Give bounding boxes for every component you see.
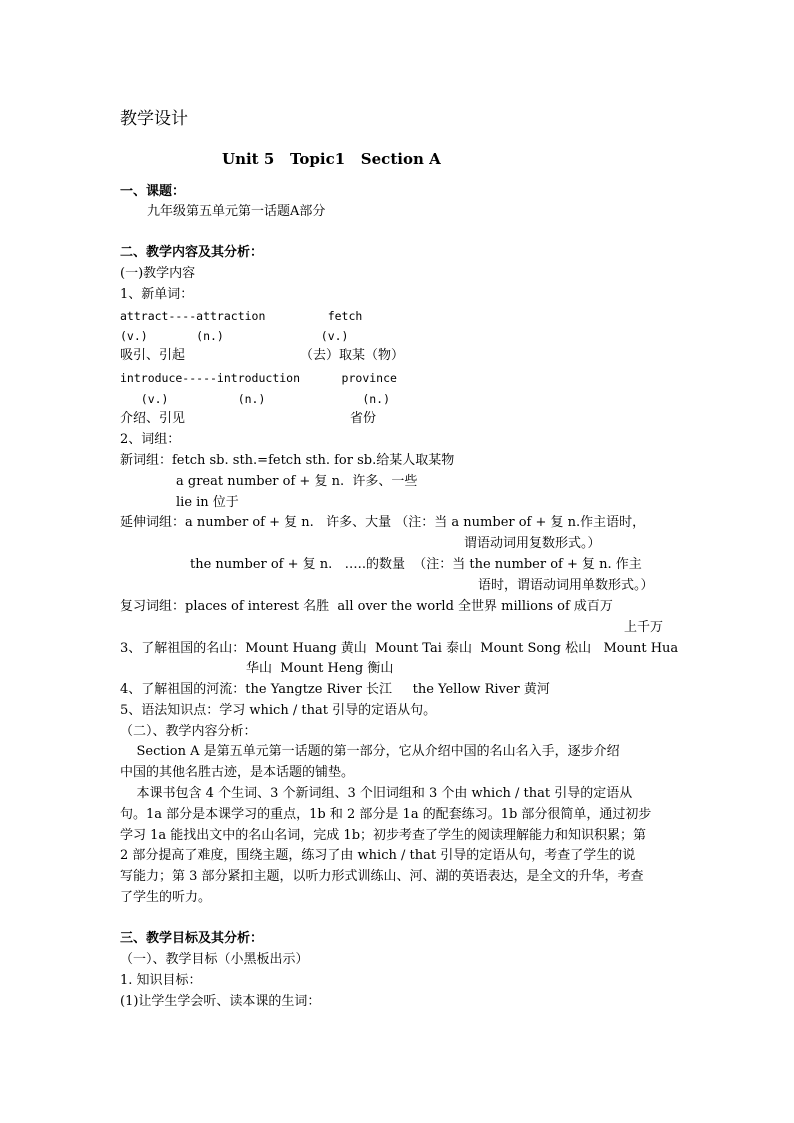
vocab-line-1: attract----attraction fetch	[120, 309, 363, 323]
review-phrase-1b: 上千万	[624, 620, 664, 635]
section-2-sub2: （二）、教学内容分析：	[120, 724, 257, 739]
vocab-heading: 1、新单词：	[120, 287, 194, 302]
goal-1-1: (1)让学生学会听、读本课的生词：	[120, 994, 321, 1009]
para2-line-3: 学习 1a 能找出文中的名山名词，完成 1b；初步考查了学生的阅读理解能力和知识积累；第	[120, 828, 647, 843]
vocab-pos-1: (v.) (n.) (v.)	[120, 329, 349, 343]
ext-phrase-2b: 语时，谓语动词用单数形式。）	[478, 578, 654, 593]
vocab-cn-2a: 介绍、引见	[120, 411, 186, 426]
section-3-sub1: （一）、教学目标（小黑板出示）	[120, 952, 309, 967]
para2-line-1: 本课书包含 4 个生词、3 个新词组、3 个旧词组和 3 个由 which / that 引导的定语从	[120, 786, 633, 801]
mountains-line-2: 华山 Mount Heng 衡山	[246, 661, 394, 676]
para1-line-1: Section A 是第五单元第一话题的第一部分，它从介绍中国的名山名入手，逐步介绍	[120, 744, 620, 759]
mountains-line-1: 3、了解祖国的名山：Mount Huang 黄山 Mount Tai 泰山 Mount Song 松山 Mount Hua	[120, 641, 679, 656]
vocab-cn-2b: 省份	[350, 411, 377, 426]
new-phrase-1: 新词组：fetch sb. sth.=fetch sth. for sb.给某人取某物	[120, 453, 455, 468]
grammar-line: 5、语法知识点：学习 which / that 引导的定语从句。	[120, 703, 437, 718]
phrase-heading: 2、词组：	[120, 432, 181, 447]
ext-phrase-2: the number of + 复 n. …..的数量 （注：当 the number of + 复 n. 作主	[190, 557, 642, 572]
section-2-heading: 二、教学内容及其分析：	[120, 245, 264, 260]
para1-line-2: 中国的其他名胜古迹，是本话题的铺垫。	[120, 765, 355, 780]
review-phrase-1: 复习词组：places of interest 名胜 all over the world 全世界 millions of 成百万	[120, 599, 613, 614]
vocab-cn-1a: 吸引、引起	[120, 348, 186, 363]
new-phrase-2: a great number of + 复 n. 许多、一些	[176, 474, 418, 489]
para2-line-4: 2 部分提高了难度，围绕主题，练习了由 which / that 引导的定语从句，考查了学生的说	[120, 848, 636, 863]
vocab-pos-2: (v.) (n.) (n.)	[120, 392, 391, 406]
rivers-line: 4、了解祖国的河流：the Yangtze River 长江 the Yellow River 黄河	[120, 682, 550, 697]
para2-line-2: 句。1a 部分是本课学习的重点，1b 和 2 部分是 1a 的配套练习。1b 部分很简单，通过初步	[120, 807, 652, 822]
para2-line-5: 写能力；第 3 部分紧扣主题，以听力形式训练山、河、湖的英语表达，是全文的升华，考查	[120, 869, 644, 884]
ext-phrase-1b: 谓语动词用复数形式。）	[464, 536, 601, 551]
section-1-text: 九年级第五单元第一话题A部分	[147, 204, 326, 219]
section-3-heading: 三、教学目标及其分析：	[120, 931, 264, 946]
new-phrase-3: lie in 位于	[176, 495, 239, 510]
unit-title: Unit 5 Topic1 Section A	[222, 150, 441, 168]
para2-line-6: 了学生的听力。	[120, 890, 212, 905]
doc-title: 教学设计	[120, 109, 188, 129]
vocab-cn-1b: （去）取某（物）	[300, 348, 405, 363]
section-2-sub1: (一)教学内容	[120, 266, 196, 281]
ext-phrase-1: 延伸词组：a number of + 复 n. 许多、大量 （注：当 a number of + 复 n.作主语时，	[120, 515, 646, 530]
section-1-heading: 一、课题：	[120, 184, 186, 199]
goal-1: 1. 知识目标：	[120, 973, 202, 988]
vocab-line-2: introduce-----introduction province	[120, 371, 397, 385]
